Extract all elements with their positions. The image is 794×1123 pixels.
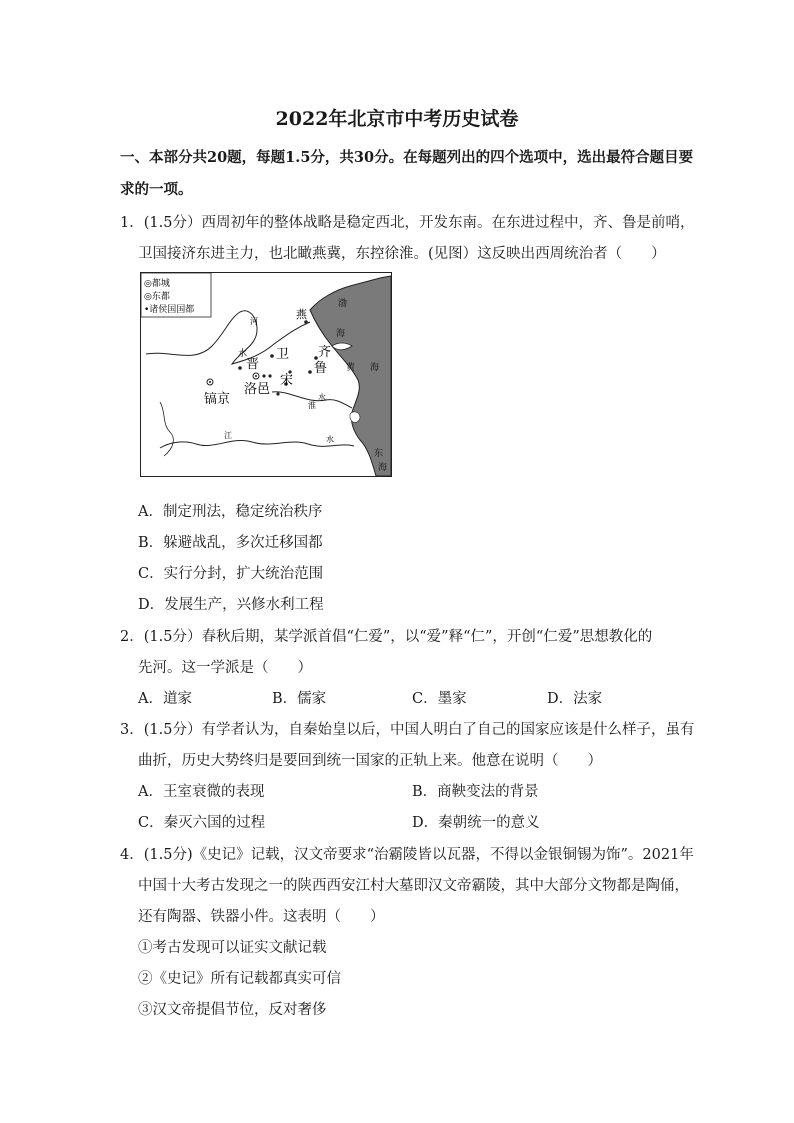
q1-option-d: D．发展生产，兴修水利工程: [138, 597, 324, 613]
q2-option-a: A．道家: [138, 691, 192, 707]
q2-option-b: B．儒家: [272, 691, 327, 707]
q4-stem-line-1: 4．(1.5分)《史记》记载，汉文帝要求“治霸陵皆以瓦器，不得以金银铜锡为饰”。2021年: [120, 847, 694, 863]
q4-statement-1: ①考古发现可以证实文献记载: [138, 940, 327, 956]
q3-option-a: A．王室衰微的表现: [138, 784, 265, 800]
q4-stem-line-2: 中国十大考古发现之一的陕西西安江村大墓即汉文帝霸陵，其中大部分文物都是陶俑，: [138, 878, 689, 894]
wei-dot: [270, 354, 274, 358]
label-huanghai: 海: [370, 363, 380, 373]
place-qi: 齐: [318, 345, 332, 360]
extra-dot-3: [276, 392, 279, 395]
label-shui: 水: [238, 349, 248, 359]
label-huai: 淮: [308, 401, 316, 410]
q2-option-c: C．墨家: [412, 691, 467, 707]
section-header-line-1: 一、本部分共20题，每题1.5分，共30分。在每题列出的四个选项中，选出最符合题目要: [120, 149, 694, 166]
extra-dot-1: [268, 374, 271, 377]
q1-option-a: A．制定刑法，稳定统治秩序: [138, 504, 323, 520]
section-header-line-2: 求的一项。: [120, 181, 193, 198]
q1-stem-line-2: 卫国接济东进主力，也北瞰燕冀，东控徐淮。(见图）这反映出西周统治者（ ）: [138, 246, 666, 262]
label-jiang: 江: [224, 431, 232, 440]
q3-stem-line-2: 曲折，历史大势终归是要回到统一国家的正轨上来。他意在说明（ ）: [138, 753, 602, 769]
haojing-marker-inner: [209, 381, 211, 383]
label-huang: 黄: [346, 363, 356, 373]
legend-capital: ◎都城: [144, 279, 170, 289]
legend-vassal-capital: •诸侯国国都: [144, 305, 195, 315]
label-bo: 渤: [338, 299, 348, 309]
q3-option-b: B．商鞅变法的背景: [412, 784, 539, 800]
lu-dot: [308, 370, 312, 374]
place-wei: 卫: [276, 347, 290, 362]
label-huaishui: 水: [318, 393, 326, 402]
place-lu: 鲁: [314, 361, 328, 376]
legend-east-capital: ◎东都: [144, 292, 170, 302]
label-donghai: 海: [378, 463, 388, 473]
q3-option-c: C．秦灭六国的过程: [138, 815, 266, 831]
place-jin: 晋: [246, 357, 260, 372]
place-yan: 燕: [296, 308, 307, 321]
label-jiangshui: 水: [326, 435, 334, 444]
q3-option-d: D．秦朝统一的意义: [412, 815, 540, 831]
page-title: 2022年北京市中考历史试卷: [275, 108, 519, 130]
q4-statement-2: ②《史记》所有记载都真实可信: [138, 971, 341, 987]
label-dong: 东: [374, 449, 384, 459]
jin-dot: [238, 366, 242, 370]
q2-stem-line-1: 2．(1.5分）春秋后期，某学派首倡“仁爱”，以“爱”释“仁”，开创“仁爱”思想教化的: [120, 629, 653, 645]
island: [350, 412, 360, 423]
q1-option-b: B．躲避战乱，多次迁移国都: [138, 535, 323, 551]
place-song: 宋: [280, 373, 294, 388]
q4-statement-3: ③汉文帝提倡节位，反对奢侈: [138, 1002, 327, 1018]
q1-stem-line-1: 1．(1.5分）西周初年的整体战略是稳定西北，开发东南。在东进过程中，齐、鲁是前哨，: [120, 215, 695, 231]
extra-dot-2: [262, 374, 265, 377]
place-haojing: 镐京: [204, 392, 231, 407]
q3-stem-line-1: 3．(1.5分）有学者认为，自秦始皇以后，中国人明白了自己的国家应该是什么样子，虽有: [120, 722, 695, 738]
luoyi-marker-inner: [255, 375, 257, 377]
label-he: 河: [250, 317, 258, 326]
q4-stem-line-3: 还有陶器、铁器小件。这表明（ ）: [138, 909, 385, 925]
q1-option-c: C．实行分封，扩大统治范围: [138, 566, 324, 582]
place-luoyi: 洛邑: [244, 382, 271, 397]
label-bohai: 海: [336, 329, 346, 339]
western-zhou-map: [140, 272, 392, 477]
q2-stem-line-2: 先河。这一学派是（ ）: [138, 660, 312, 676]
q2-option-d: D．法家: [547, 691, 603, 707]
